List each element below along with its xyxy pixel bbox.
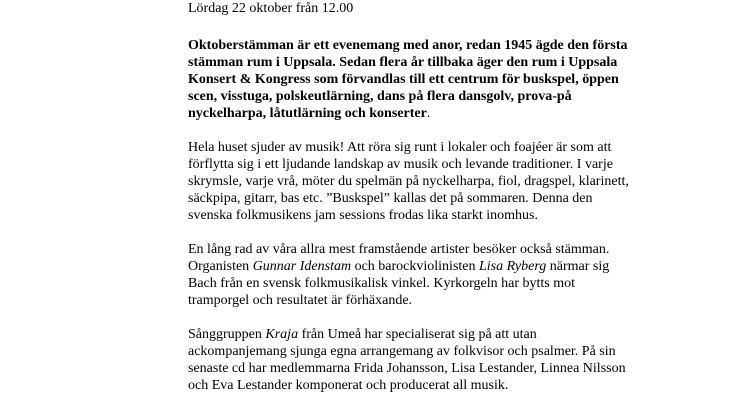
text-run: Sånggruppen	[188, 327, 266, 342]
paragraph-line: tramporgel och resultatet är förhäxande.	[188, 293, 413, 308]
paragraph-line: Hela huset sjuder av musik! Att röra sig runt i lokaler och foajéer är som att	[188, 140, 612, 155]
body-paragraph-atmosphere	[188, 139, 688, 224]
artist-name-ryberg: Lisa Ryberg	[479, 259, 547, 274]
lead-line: Konsert & Kongress som förvandlas till ett centrum för buskspel, öppen	[188, 72, 619, 87]
event-date: Lördag 22 oktober från 12.00	[188, 1, 354, 16]
document-page	[188, 0, 688, 394]
text-run: närmar sig	[546, 259, 610, 274]
lead-period: .	[426, 106, 431, 121]
paragraph-line	[188, 326, 688, 343]
artist-name-idenstam: Gunnar Idenstam	[252, 259, 352, 274]
paragraph-line: senaste cd har medlemmarna Frida Johansson, Lisa Lestander, Linnea Nilsson	[188, 361, 626, 376]
body-paragraph-artists	[188, 241, 688, 309]
paragraph-line: skrymsle, varje vrå, möter du spelmän på nyckelharpa, fiol, dragspel, klarinett,	[188, 174, 629, 189]
lead-line: nyckelharpa, låtutlärning och konserter	[188, 106, 427, 121]
paragraph-line: säckpipa, gitarr, bas etc. ”Buskspel” kallas det på sommaren. Denna den	[188, 191, 593, 206]
text-run: och barockviolinisten	[351, 259, 479, 274]
paragraph-line: En lång rad av våra allra mest framstående artister besöker också stämman.	[188, 242, 610, 257]
text-run: från Umeå har specialiserat sig på att utan	[298, 327, 537, 342]
lead-line: Oktoberstämman är ett evenemang med anor, redan 1945 ägde den första	[188, 38, 628, 53]
group-name-kraja: Kraja	[265, 327, 299, 342]
lead-line-last	[188, 105, 688, 122]
paragraph-line: svenska folkmusikens jam sessions frodas lika starkt inomhus.	[188, 208, 538, 223]
lead-paragraph	[188, 37, 688, 122]
lead-line: stämman rum i Uppsala. Sedan flera år tillbaka äger den rum i Uppsala	[188, 55, 618, 70]
lead-line: scen, visstuga, polskeutlärning, dans på flera dansgolv, prova-på	[188, 89, 572, 104]
paragraph-line	[188, 258, 688, 275]
paragraph-line: och Eva Lestander komponerat och producerat all musik.	[188, 378, 509, 393]
paragraph-line: förflytta sig i ett ljudande landskap av musik och levande traditioner. I varje	[188, 157, 613, 172]
paragraph-line: Bach från en svensk folkmusikalisk vinkel. Kyrkorgeln har bytts mot	[188, 276, 576, 291]
body-paragraph-kraja	[188, 326, 688, 394]
text-run: Organisten	[188, 259, 253, 274]
paragraph-line: ackompanjemang sjunga egna arrangemang av folkvisor och psalmer. På sin	[188, 344, 616, 359]
